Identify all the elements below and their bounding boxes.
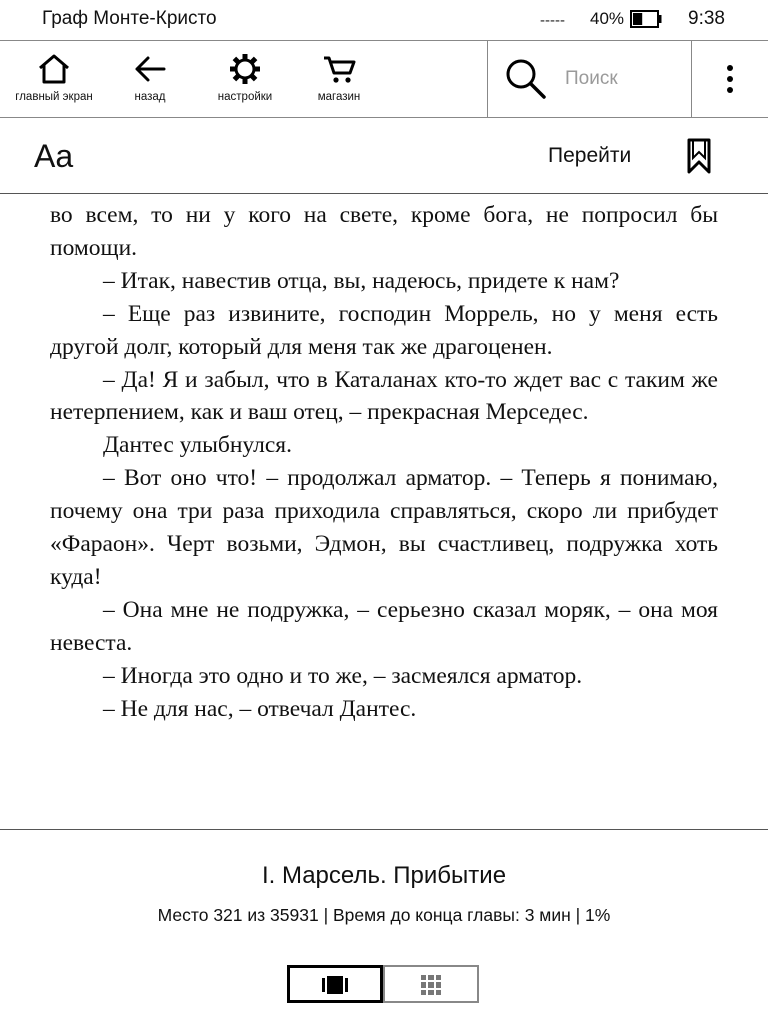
- home-button[interactable]: [4, 41, 104, 117]
- single-page-view-button[interactable]: [287, 965, 383, 1003]
- book-title: Граф Монте-Кристо: [42, 8, 217, 29]
- reading-progress[interactable]: Место 321 из 35931 | Время до конца главы: 3 мин | 1%: [157, 905, 611, 925]
- home-icon: [37, 53, 71, 85]
- store-button[interactable]: [300, 41, 378, 117]
- clock: 9:38: [688, 8, 725, 29]
- back-arrow-icon: [133, 53, 167, 85]
- paragraph: – Итак, навестив отца, вы, надеюсь, придете к нам?: [103, 267, 620, 294]
- paragraph: – Еще раз извините, господин Моррель, но у меня есть другой долг, который для меня так же драгоценен.: [50, 300, 718, 360]
- more-menu-button[interactable]: [692, 41, 768, 117]
- battery-icon: [630, 10, 662, 28]
- search-icon: [504, 57, 548, 101]
- paragraph: во всем, то ни у кого на свете, кроме бога, не попросил бы помощи.: [50, 202, 718, 261]
- home-label: главный экран: [15, 91, 93, 103]
- status-bar: [0, 0, 768, 40]
- divider: [0, 829, 768, 830]
- paragraph: – Вот оно что! – продолжал арматор. – Теперь я понимаю, почему она три раза приходила справляться, скоро ли прибудет «Фараон». Черт возьми, Эдмон, вы счастливец, подружка хоть куда!: [50, 465, 718, 590]
- grid-view-button[interactable]: [383, 965, 479, 1003]
- paragraph: – Она мне не подружка, – серьезно сказал моряк, – она моя невеста.: [50, 596, 718, 656]
- settings-label: настройки: [217, 91, 273, 103]
- grid-view-icon: [421, 975, 441, 995]
- store-label: магазин: [317, 91, 361, 103]
- gear-icon: [228, 53, 262, 85]
- more-vertical-icon: [725, 64, 735, 94]
- paragraph: – Иногда это одно и то же, – засмеялся арматор.: [103, 662, 583, 689]
- paragraph: – Не для нас, – отвечал Дантес.: [103, 695, 417, 722]
- divider: [0, 193, 768, 194]
- back-label: назад: [134, 91, 166, 103]
- settings-button[interactable]: [200, 41, 290, 117]
- reader-header: [0, 118, 768, 194]
- bookmark-icon[interactable]: [686, 138, 712, 174]
- battery-percent: 40%: [590, 9, 625, 28]
- chapter-title[interactable]: I. Марсель. Прибытие: [261, 862, 507, 889]
- book-page-text: [50, 199, 718, 726]
- back-button[interactable]: [112, 41, 188, 117]
- search-input[interactable]: [488, 41, 690, 117]
- paragraph: Дантес улыбнулся.: [103, 432, 292, 459]
- cart-icon: [322, 53, 356, 85]
- paragraph: – Да! Я и забыл, что в Каталанах кто-то ждет вас с таким же нетерпением, как и ваш отец, – прекрасная Мерседес.: [50, 366, 718, 426]
- goto-button[interactable]: Перейти: [548, 144, 632, 167]
- wifi-indicator: -----: [540, 12, 565, 29]
- font-settings-button[interactable]: Aa: [34, 138, 74, 174]
- search-placeholder: Поиск: [565, 68, 618, 89]
- page-view-icon: [322, 976, 348, 994]
